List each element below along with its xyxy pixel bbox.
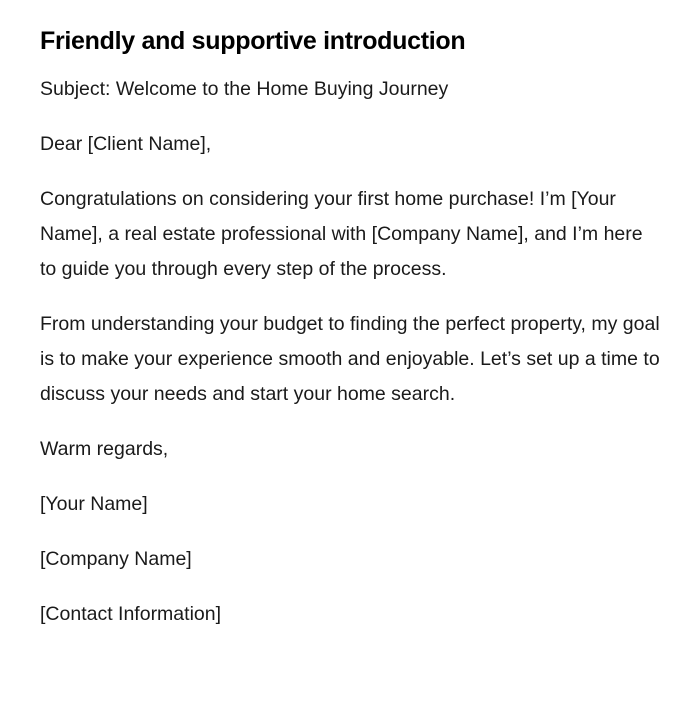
closing: Warm regards, [40, 438, 169, 460]
greeting: Dear [Client Name], [40, 133, 212, 155]
document-title: Friendly and supportive introduction [40, 27, 466, 55]
signature-name: [Your Name] [40, 493, 148, 515]
subject-line: Subject: Welcome to the Home Buying Journey [40, 78, 449, 100]
signature-contact: [Contact Information] [40, 603, 222, 625]
body-paragraph: Congratulations on considering your first home purchase! I’m [Your Name], a real estate professional with [Company Name], and I’m here to guide you through every step of the process. [40, 188, 643, 280]
body-paragraph: From understanding your budget to finding the perfect property, my goal is to make your experience smooth and enjoyable. Let’s set up a time to discuss your needs and start your home search. [40, 313, 660, 405]
signature-company: [Company Name] [40, 548, 192, 570]
